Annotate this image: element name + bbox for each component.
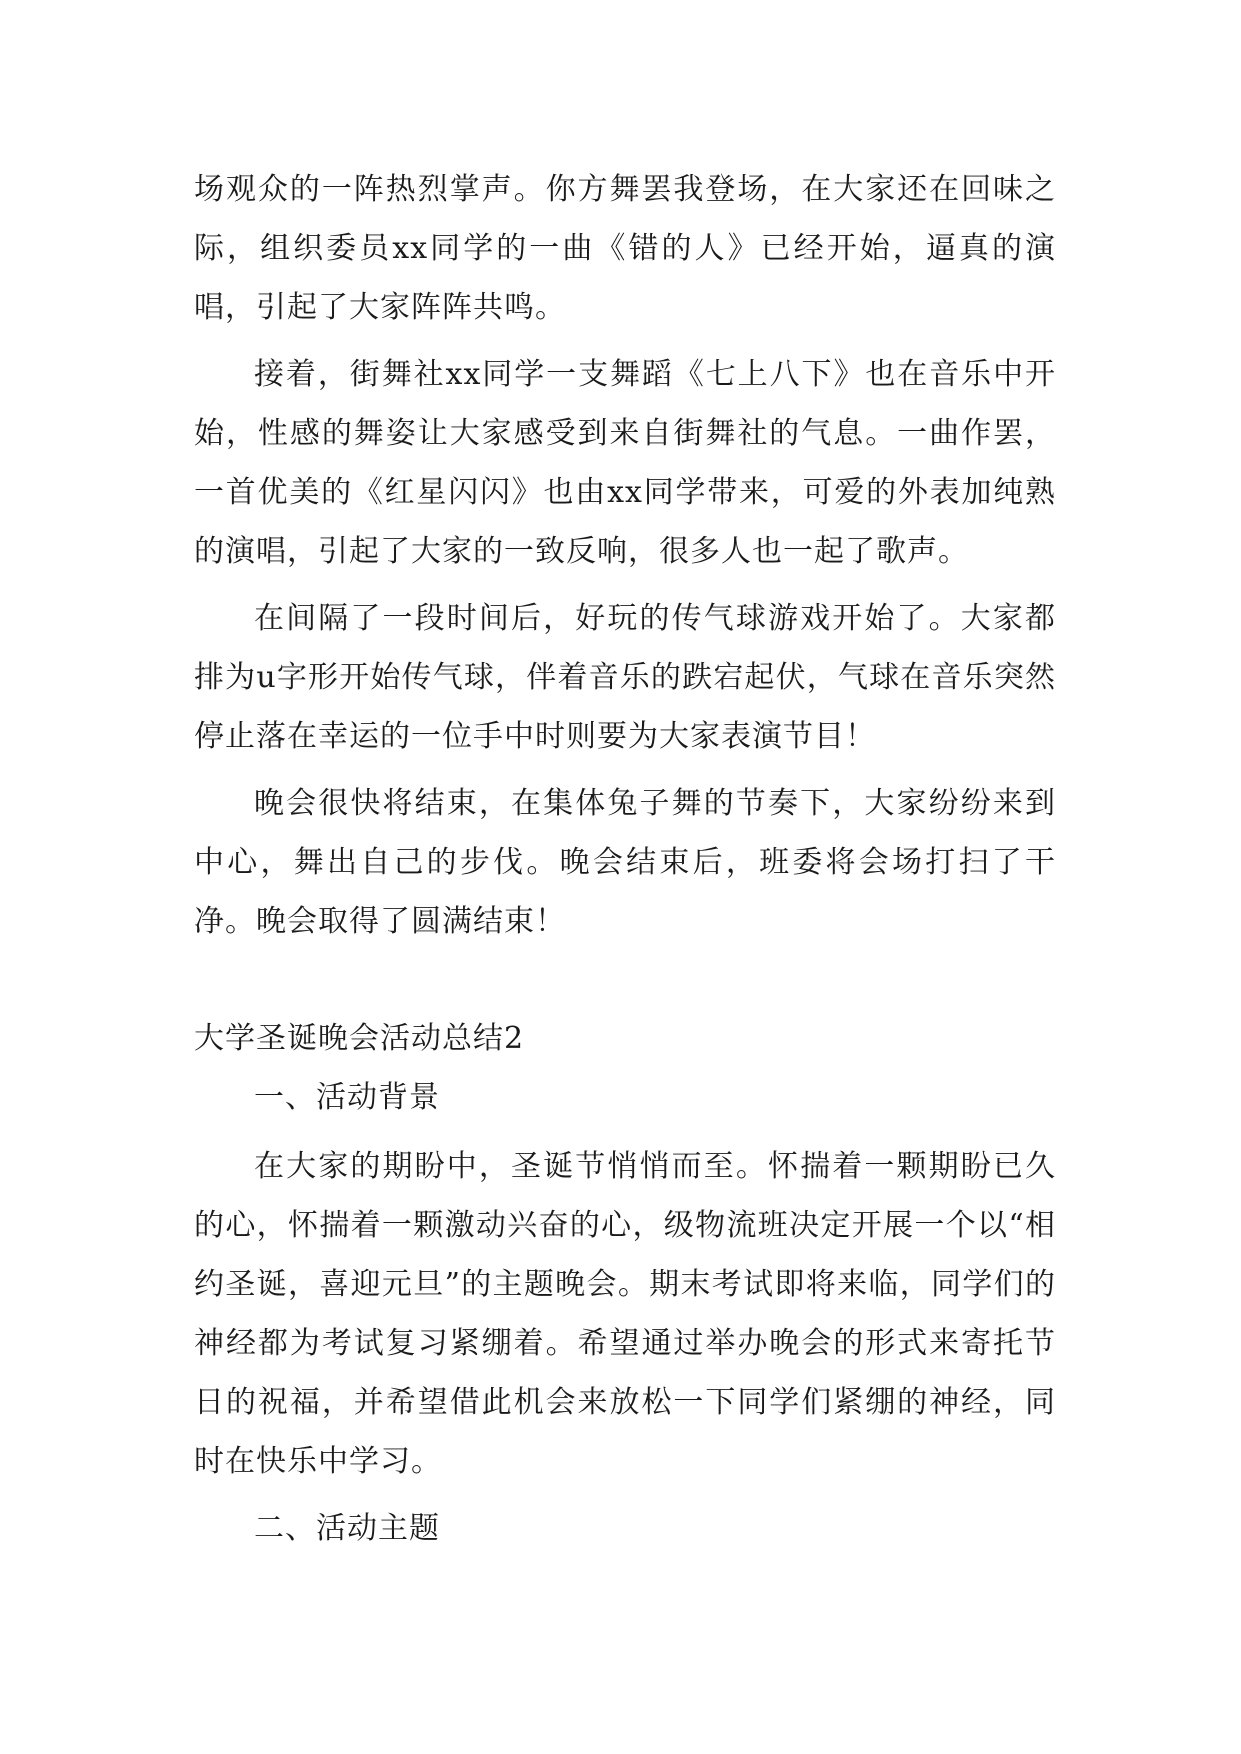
- paragraph-street-dance: 接着，街舞社xx同学一支舞蹈《七上八下》也在音乐中开始，性感的舞姿让大家感受到来自街舞社的气息。一曲作罢，一首优美的《红星闪闪》也由xx同学带来，可爱的外表加纯熟的演唱，引起了大家的一致反响，很多人也一起了歌声。: [194, 357, 1056, 569]
- paragraph-ending: 晚会很快将结束，在集体兔子舞的节奏下，大家纷纷来到中心，舞出自己的步伐。晚会结束后，班委将会场打扫了干净。晚会取得了圆满结束！: [194, 786, 1056, 939]
- paragraph-background: 在大家的期盼中，圣诞节悄悄而至。怀揣着一颗期盼已久的心，怀揣着一颗激动兴奋的心，级物流班决定开展一个以“相约圣诞，喜迎元旦”的主题晚会。期末考试即将来临，同学们的神经都为考试复习紧绷着。希望通过举办晚会的形式来寄托节日的祝福，并希望借此机会来放松一下同学们紧绷的神经，同时在快乐中学习。: [194, 1149, 1056, 1479]
- heading-theme: 二、活动主题: [254, 1511, 440, 1546]
- paragraph-continued: 场观众的一阵热烈掌声。你方舞罢我登场，在大家还在回味之际，组织委员xx同学的一曲《错的人》已经开始，逼真的演唱，引起了大家阵阵共鸣。: [194, 172, 1056, 325]
- paragraph-balloon-game: 在间隔了一段时间后，好玩的传气球游戏开始了。大家都排为u字形开始传气球，伴着音乐的跌宕起伏，气球在音乐突然停止落在幸运的一位手中时则要为大家表演节目！: [194, 601, 1056, 754]
- section-title: 大学圣诞晚会活动总结2: [194, 1021, 525, 1056]
- document-page: [194, 160, 1056, 1568]
- heading-background: 一、活动背景: [254, 1080, 440, 1115]
